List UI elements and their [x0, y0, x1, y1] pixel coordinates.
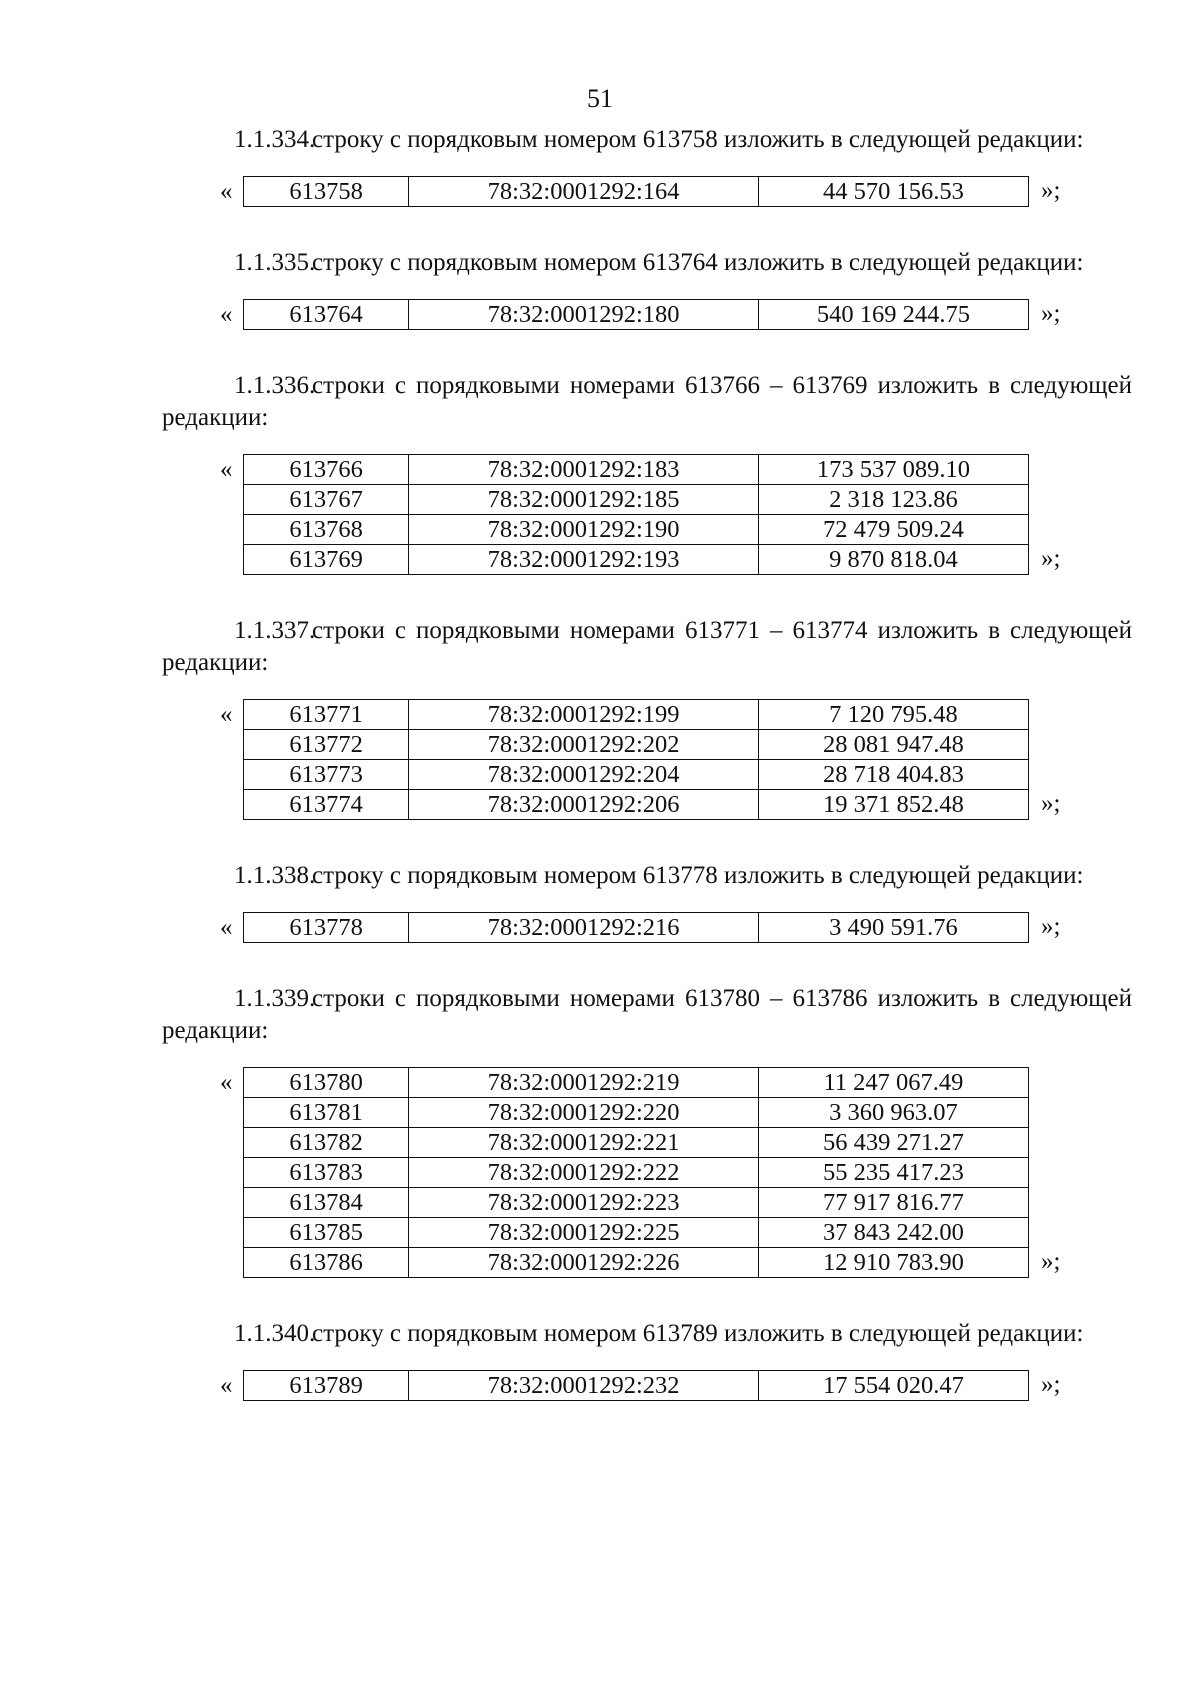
value-cell: 11 247 067.49 — [758, 1068, 1028, 1098]
replacement-table — [243, 176, 1029, 207]
row-number-cell: 613767 — [244, 485, 409, 515]
row-number-cell: 613784 — [244, 1188, 409, 1218]
row-number-cell: 613768 — [244, 515, 409, 545]
cadastral-number-cell: 78:32:0001292:164 — [409, 177, 759, 207]
closing-quote: »; — [1041, 1371, 1061, 1398]
table-row — [244, 913, 1029, 943]
closing-quote: »; — [1041, 300, 1061, 327]
opening-quote: « — [220, 1372, 233, 1399]
table-row — [244, 760, 1029, 790]
row-number-cell: 613786 — [244, 1248, 409, 1278]
value-cell: 12 910 783.90 — [758, 1248, 1028, 1278]
cadastral-number-cell: 78:32:0001292:180 — [409, 300, 759, 330]
value-cell: 17 554 020.47 — [758, 1371, 1028, 1401]
value-cell: 7 120 795.48 — [758, 700, 1028, 730]
row-number-cell: 613773 — [244, 760, 409, 790]
page-number: 51 — [587, 84, 613, 113]
table-row — [244, 730, 1029, 760]
row-number-cell: 613783 — [244, 1158, 409, 1188]
clause-number: 1.1.335. — [234, 249, 316, 276]
table-row — [244, 1371, 1029, 1401]
closing-quote: »; — [1041, 1248, 1061, 1275]
opening-quote: « — [220, 914, 233, 941]
value-cell: 173 537 089.10 — [758, 455, 1028, 485]
clause-text: строку с порядковым номером 613758 изложить в следующей редакции: — [312, 126, 1084, 153]
clause-number: 1.1.338. — [234, 862, 316, 889]
closing-quote: »; — [1041, 177, 1061, 204]
table-row — [244, 1128, 1029, 1158]
document-body — [0, 124, 1200, 1441]
cadastral-number-cell: 78:32:0001292:185 — [409, 485, 759, 515]
value-cell: 28 081 947.48 — [758, 730, 1028, 760]
value-cell: 28 718 404.83 — [758, 760, 1028, 790]
amendment-section — [0, 983, 1200, 1278]
table-row — [244, 1218, 1029, 1248]
clause-text: строки с порядковыми номерами 613771 – 613774 изложить в следующей редакции: — [162, 617, 1132, 676]
replacement-table — [243, 1370, 1029, 1401]
value-cell: 37 843 242.00 — [758, 1218, 1028, 1248]
amendment-paragraph — [162, 615, 1132, 679]
cadastral-number-cell: 78:32:0001292:222 — [409, 1158, 759, 1188]
opening-quote: « — [220, 701, 233, 728]
replacement-table-block — [0, 1370, 1200, 1401]
row-number-cell: 613769 — [244, 545, 409, 575]
table-row — [244, 515, 1029, 545]
table-row — [244, 1068, 1029, 1098]
row-number-cell: 613758 — [244, 177, 409, 207]
replacement-table — [243, 1067, 1029, 1278]
replacement-table — [243, 912, 1029, 943]
value-cell: 72 479 509.24 — [758, 515, 1028, 545]
row-number-cell: 613785 — [244, 1218, 409, 1248]
value-cell: 3 360 963.07 — [758, 1098, 1028, 1128]
amendment-section — [0, 247, 1200, 330]
opening-quote: « — [220, 178, 233, 205]
value-cell: 2 318 123.86 — [758, 485, 1028, 515]
row-number-cell: 613781 — [244, 1098, 409, 1128]
table-row — [244, 790, 1029, 820]
clause-number: 1.1.339. — [234, 985, 316, 1012]
amendment-paragraph — [162, 370, 1132, 434]
table-row — [244, 1098, 1029, 1128]
amendment-section — [0, 615, 1200, 820]
table-row — [244, 1188, 1029, 1218]
replacement-table-block — [0, 912, 1200, 943]
replacement-table-block — [0, 176, 1200, 207]
clause-text: строку с порядковым номером 613764 изложить в следующей редакции: — [312, 249, 1084, 276]
table-row — [244, 485, 1029, 515]
cadastral-number-cell: 78:32:0001292:199 — [409, 700, 759, 730]
amendment-paragraph — [162, 860, 1132, 892]
row-number-cell: 613771 — [244, 700, 409, 730]
amendment-paragraph — [162, 124, 1132, 156]
row-number-cell: 613789 — [244, 1371, 409, 1401]
opening-quote: « — [220, 301, 233, 328]
amendment-section — [0, 124, 1200, 207]
cadastral-number-cell: 78:32:0001292:204 — [409, 760, 759, 790]
value-cell: 55 235 417.23 — [758, 1158, 1028, 1188]
cadastral-number-cell: 78:32:0001292:221 — [409, 1128, 759, 1158]
clause-text: строки с порядковыми номерами 613766 – 613769 изложить в следующей редакции: — [162, 372, 1132, 431]
clause-text: строки с порядковыми номерами 613780 – 613786 изложить в следующей редакции: — [162, 985, 1132, 1044]
value-cell: 44 570 156.53 — [758, 177, 1028, 207]
cadastral-number-cell: 78:32:0001292:216 — [409, 913, 759, 943]
amendment-paragraph — [162, 247, 1132, 279]
opening-quote: « — [220, 456, 233, 483]
amendment-paragraph — [162, 1318, 1132, 1350]
cadastral-number-cell: 78:32:0001292:190 — [409, 515, 759, 545]
row-number-cell: 613782 — [244, 1128, 409, 1158]
value-cell: 9 870 818.04 — [758, 545, 1028, 575]
clause-number: 1.1.340. — [234, 1320, 316, 1347]
cadastral-number-cell: 78:32:0001292:220 — [409, 1098, 759, 1128]
row-number-cell: 613764 — [244, 300, 409, 330]
value-cell: 19 371 852.48 — [758, 790, 1028, 820]
amendment-section — [0, 1318, 1200, 1401]
replacement-table-block — [0, 699, 1200, 820]
cadastral-number-cell: 78:32:0001292:223 — [409, 1188, 759, 1218]
table-row — [244, 1158, 1029, 1188]
closing-quote: »; — [1041, 790, 1061, 817]
table-row — [244, 177, 1029, 207]
table-row — [244, 700, 1029, 730]
cadastral-number-cell: 78:32:0001292:202 — [409, 730, 759, 760]
replacement-table — [243, 699, 1029, 820]
row-number-cell: 613778 — [244, 913, 409, 943]
value-cell: 77 917 816.77 — [758, 1188, 1028, 1218]
row-number-cell: 613774 — [244, 790, 409, 820]
table-row — [244, 300, 1029, 330]
table-row — [244, 455, 1029, 485]
opening-quote: « — [220, 1069, 233, 1096]
amendment-section — [0, 370, 1200, 575]
clause-text: строку с порядковым номером 613778 изложить в следующей редакции: — [312, 862, 1084, 889]
row-number-cell: 613780 — [244, 1068, 409, 1098]
replacement-table-block — [0, 299, 1200, 330]
closing-quote: »; — [1041, 545, 1061, 572]
value-cell: 540 169 244.75 — [758, 300, 1028, 330]
cadastral-number-cell: 78:32:0001292:219 — [409, 1068, 759, 1098]
cadastral-number-cell: 78:32:0001292:206 — [409, 790, 759, 820]
replacement-table-block — [0, 454, 1200, 575]
row-number-cell: 613766 — [244, 455, 409, 485]
amendment-paragraph — [162, 983, 1132, 1047]
cadastral-number-cell: 78:32:0001292:193 — [409, 545, 759, 575]
table-row — [244, 545, 1029, 575]
clause-number: 1.1.336. — [234, 372, 316, 399]
closing-quote: »; — [1041, 913, 1061, 940]
cadastral-number-cell: 78:32:0001292:232 — [409, 1371, 759, 1401]
amendment-section — [0, 860, 1200, 943]
cadastral-number-cell: 78:32:0001292:226 — [409, 1248, 759, 1278]
replacement-table — [243, 299, 1029, 330]
replacement-table — [243, 454, 1029, 575]
value-cell: 3 490 591.76 — [758, 913, 1028, 943]
replacement-table-block — [0, 1067, 1200, 1278]
value-cell: 56 439 271.27 — [758, 1128, 1028, 1158]
clause-number: 1.1.334. — [234, 126, 316, 153]
row-number-cell: 613772 — [244, 730, 409, 760]
clause-text: строку с порядковым номером 613789 изложить в следующей редакции: — [312, 1320, 1084, 1347]
table-row — [244, 1248, 1029, 1278]
clause-number: 1.1.337. — [234, 617, 316, 644]
cadastral-number-cell: 78:32:0001292:225 — [409, 1218, 759, 1248]
cadastral-number-cell: 78:32:0001292:183 — [409, 455, 759, 485]
